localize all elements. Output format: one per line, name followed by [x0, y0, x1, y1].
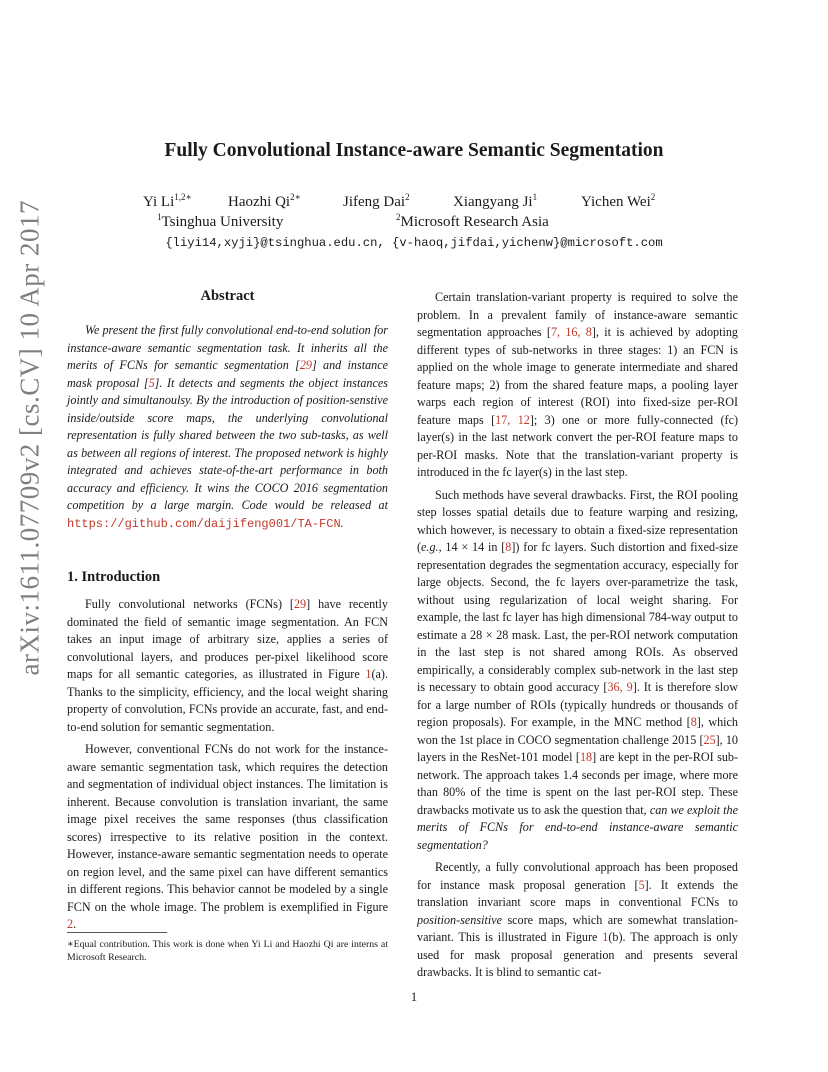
paragraph: However, conventional FCNs do not work for the instance-aware semantic segmentation task, which requires the detection and segmentation of individual object instances. The limitation is inherent. Because convolution is translation invariant, the same image pixel receives the same responses (thus classification scores) irrespective to its relative position in the context. However, instance-aware semantic segmentation needs to operate on region level, and the same pixel can have different semantics in different regions. This behavior cannot be modeled by a single FCN on the whole image. The problem is exemplified in Figure 2.	[67, 742, 388, 931]
author-4: Xiangyang Ji$^1$	[453, 192, 538, 210]
citation-link[interactable]: 18	[579, 750, 593, 764]
affiliation-2: $^2$Microsoft Research Asia	[396, 212, 549, 230]
paragraph: Fully convolutional networks (FCNs) [29] have recently dominated the field of semantic image segmentation. An FCN takes an input image of arbitrary size, applies a series of convolutional layers, and produces per-pixel likelihood score maps for all semantic categories, as illustrated in Figure 1(a). Thanks to the simplicity, efficiency, and the local weight sharing property of convolution, FCNs provide an accurate, fast, and end-to-end solution for semantic segmentation.	[67, 597, 388, 734]
figure-link[interactable]: 1	[365, 667, 372, 681]
paragraph: Such methods have several drawbacks. First, the ROI pooling step losses spatial details due to feature warping and resizing, which however, is necessary to obtain a fixed-size representation (e.g., 14 × 14 in [8]) for fc layers. Such distortion and fixed-size representation degrades the segmentation accuracy, especially for large objects. Second, the fc layers over-parametrize the task, without using regularization of local weight sharing. For example, the last fc layer has high dimensional 784-way output to estimate a 28 × 28 mask. Last, the per-ROI network computation in the last step is not shared among ROIs. As observed empirically, a considerably complex sub-network in the last step is necessary to obtain good accuracy [36, 9]. It is therefore slow for a large number of ROIs (typically hundreds or thousands of region proposals). For example, in the MNC method [8], which won the 1st place in COCO segmentation challenge 2015 [25], 10 layers in the ResNet-101 model [18] are kept in the per-ROI sub-network. The approach takes 1.4 seconds per image, where more than 80% of the time is spent on the last per-ROI step. These drawbacks motivate us to ask the question that, can we exploit the merits of FCNs for end-to-end instance-aware semantic segmentation?	[417, 487, 739, 852]
code-url-link[interactable]: https://github.com/daijifeng001/TA-FCN	[67, 516, 341, 531]
citation-link[interactable]: 5	[638, 877, 645, 892]
citation-link[interactable]: 7, 16, 8	[550, 325, 592, 339]
author-5: Yichen Wei$^2$	[581, 192, 656, 210]
author-emails: {liyi14,xyji}@tsinghua.edu.cn, {v-haoq,jifdai,yichenw}@microsoft.com	[165, 236, 663, 250]
citation-link[interactable]: 8	[690, 715, 697, 729]
footnote: ∗Equal contribution. This work is done when Yi Li and Haozhi Qi are interns at Microsoft Research.	[67, 939, 388, 963]
citation-link[interactable]: 5	[148, 375, 155, 390]
citation-link[interactable]: 29	[299, 358, 312, 372]
abstract-text: We present the first fully convolutional end-to-end solution for instance-aware semantic segmentation task. It inherits all the merits of FCNs for semantic segmentation [29] and instance mask proposal [5]. It detects and segments the object instances jointly and simultanoulsy. By the introduction of position-senstive inside/outside score maps, the underlying convolutional representation is fully shared between the two sub-tasks, as well as between all regions of interest. The proposed network is highly integrated and achieves state-of-the-art performance in both accuracy and efficiency. It wins the COCO 2016 segmentation competition by a large margin. Code would be released at https://github.com/daijifeng001/TA-FCN.	[67, 323, 388, 531]
arxiv-stamp: arXiv:1611.07709v2 [cs.CV] 10 Apr 2017	[14, 200, 45, 676]
paper-title: Fully Convolutional Instance-aware Semantic Segmentation	[164, 140, 664, 161]
citation-link[interactable]: 8	[505, 540, 512, 554]
right-column-text	[417, 289, 738, 982]
paragraph: Recently, a fully convolutional approach has been proposed for instance mask proposal generation [5]. It extends the translation invariant score maps in conventional FCNs to position-sensitive score maps, which are somewhat translation-variant. This is illustrated in Figure 1(b). The approach is only used for mask proposal generation and presents several drawbacks. It is blind to semantic cat-	[417, 860, 738, 979]
citation-link[interactable]: 29	[293, 597, 307, 611]
paragraph: Certain translation-variant property is required to solve the problem. In a prevalent family of instance-aware semantic segmentation approaches [7, 16, 8], it is achieved by adopting different types of sub-networks in three stages: 1) an FCN is applied on the whole image to generate intermediate and shared feature maps; 2) from the shared feature maps, a pooling layer warps each region of interest (ROI) into fixed-size per-ROI feature maps [17, 12]; 3) one or more fully-connected (fc) layer(s) in the last network convert the per-ROI feature maps to per-ROI masks. Note that the translation-variant property is introduced in the fc layer(s) in the last step.	[417, 290, 739, 479]
author-3: Jifeng Dai$^2$	[343, 192, 410, 210]
figure-link[interactable]: 1	[602, 930, 609, 944]
author-2: Haozhi $Qi^{2∗}$	[228, 192, 301, 210]
affiliation-1: $^1$Tsinghua University	[157, 212, 284, 230]
citation-link[interactable]: 36, 9	[607, 680, 633, 694]
citation-link[interactable]: 25	[703, 732, 716, 747]
introduction-text	[67, 596, 388, 934]
citation-link[interactable]: 17, 12	[495, 412, 530, 427]
figure-link[interactable]: 2	[67, 917, 74, 931]
footnote-rule	[67, 932, 167, 933]
author-1: Yi $Li^{1,2∗}$	[143, 192, 192, 210]
section-heading-introduction: 1. Introduction	[67, 569, 161, 585]
abstract-heading: Abstract	[200, 288, 255, 304]
page-number: 1	[410, 990, 418, 1004]
